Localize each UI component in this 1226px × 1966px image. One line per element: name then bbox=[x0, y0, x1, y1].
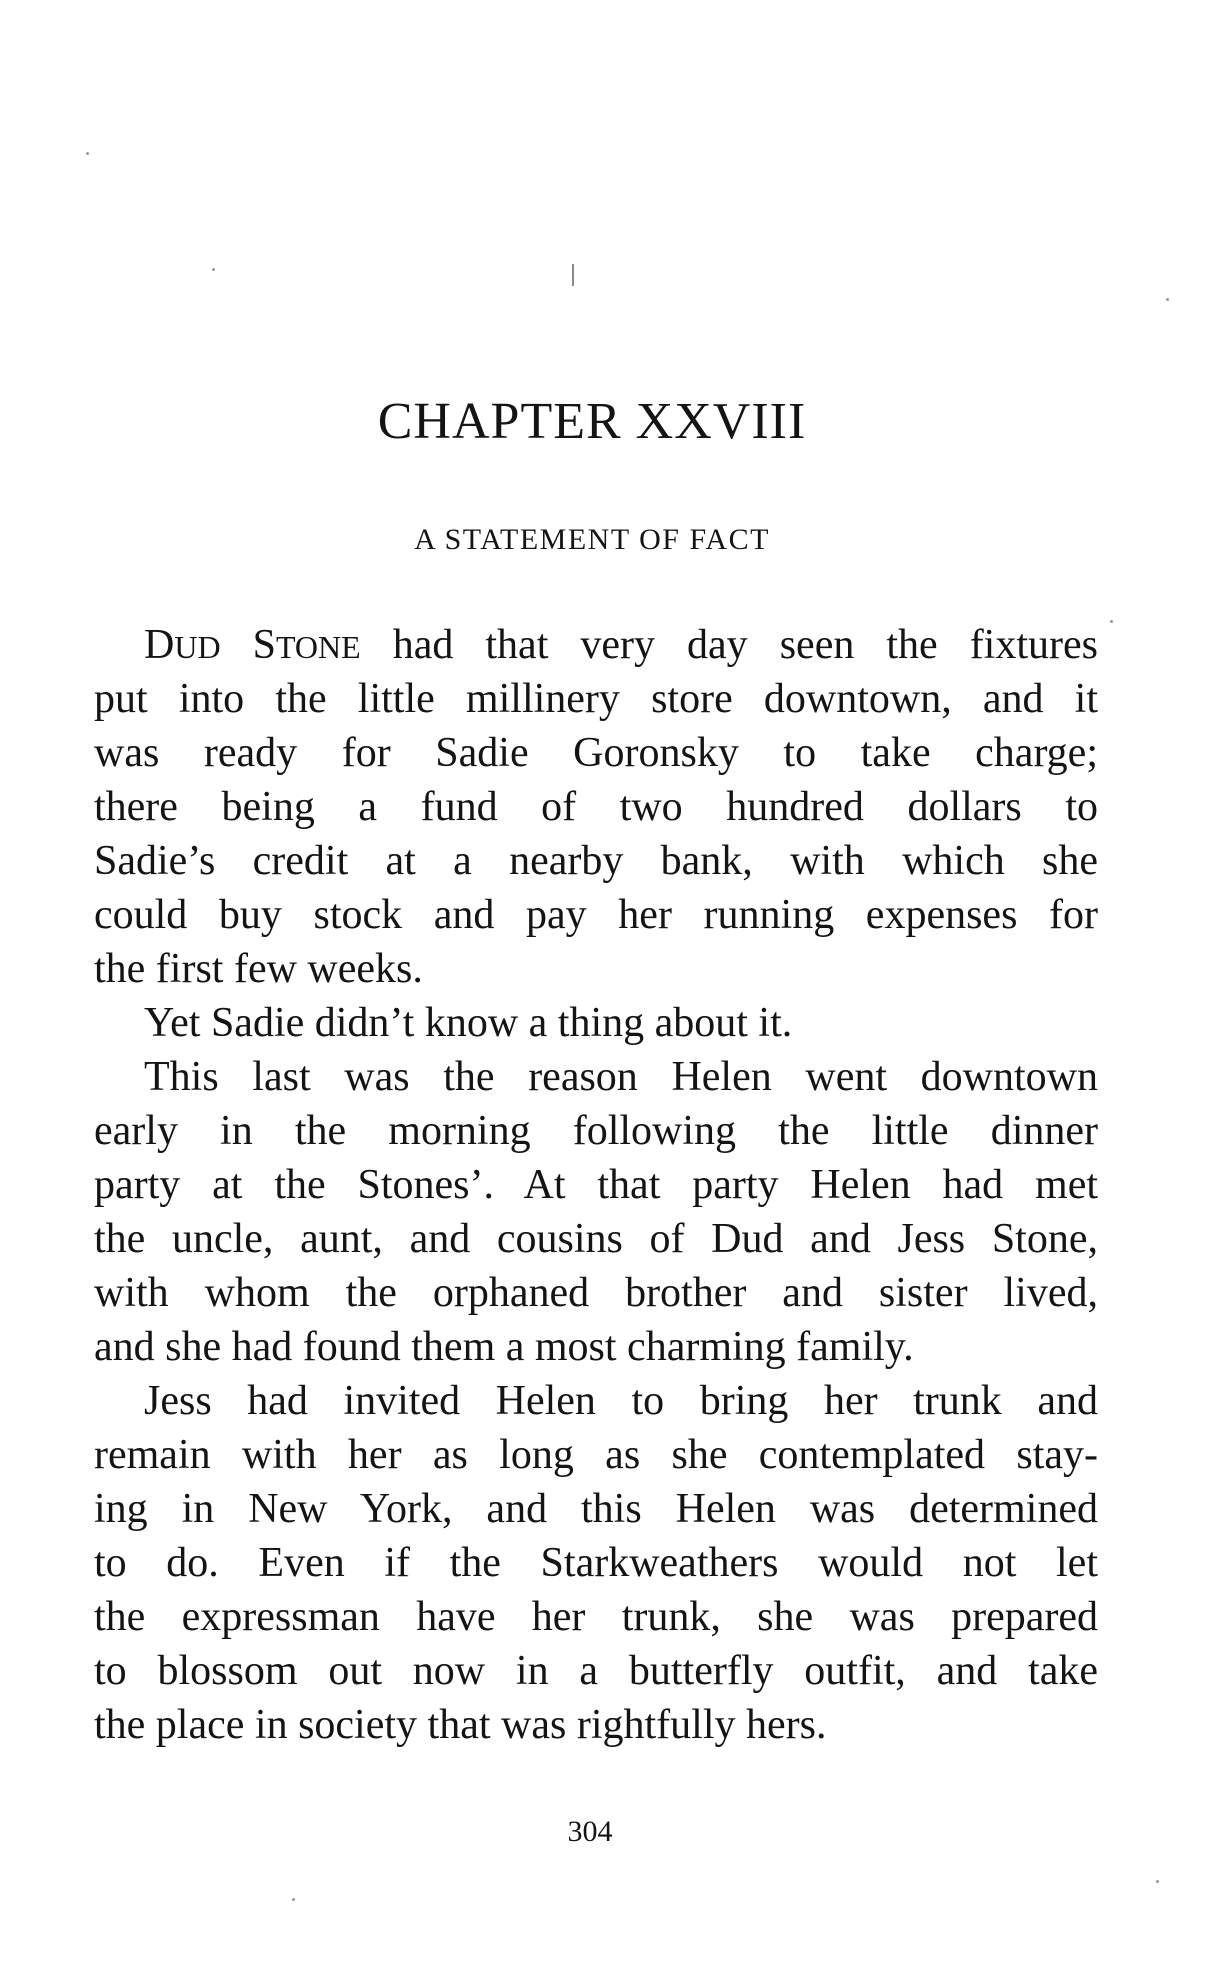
text-fragment: had that very day seen the fixtures bbox=[392, 622, 1098, 668]
paper-speck bbox=[1110, 620, 1113, 623]
text-line: Sadie’s credit at a nearby bank, with which she bbox=[94, 838, 1098, 884]
text-line: to blossom out now in a butterfly outfit, and take bbox=[94, 1648, 1098, 1694]
small-caps-initial: S bbox=[252, 622, 276, 668]
small-caps-rest: TONE bbox=[275, 629, 361, 665]
text-line: could buy stock and pay her running expenses for bbox=[94, 892, 1098, 938]
text-line: the place in society that was rightfully hers. bbox=[94, 1702, 827, 1748]
text-line: the uncle, aunt, and cousins of Dud and Jess Stone, bbox=[94, 1216, 1098, 1262]
text-line: This last was the reason Helen went downtown bbox=[144, 1054, 1098, 1100]
text-line: Yet Sadie didn’t know a thing about it. bbox=[144, 1000, 793, 1046]
text-line: there being a fund of two hundred dollars to bbox=[94, 784, 1098, 830]
page-number: 304 bbox=[567, 1815, 613, 1848]
paper-speck bbox=[1166, 298, 1169, 301]
chapter-title: CHAPTER XXVIII bbox=[377, 393, 807, 450]
text-line: early in the morning following the little dinner bbox=[94, 1108, 1098, 1154]
text-line: the expressman have her trunk, she was prepared bbox=[94, 1594, 1098, 1640]
chapter-subtitle: A STATEMENT OF FACT bbox=[414, 523, 770, 556]
text-line: was ready for Sadie Goronsky to take charge; bbox=[94, 730, 1098, 776]
small-caps-initial: D bbox=[144, 622, 175, 668]
paper-speck bbox=[86, 152, 89, 155]
text-line: party at the Stones’. At that party Helen had met bbox=[94, 1162, 1098, 1208]
text-line: to do. Even if the Starkweathers would not let bbox=[94, 1540, 1098, 1586]
text-line bbox=[94, 618, 1098, 672]
text-line: put into the little millinery store downtown, and it bbox=[94, 676, 1098, 722]
print-mark bbox=[572, 264, 574, 286]
small-caps-rest: UD bbox=[174, 629, 221, 665]
paper-speck bbox=[292, 1898, 295, 1901]
chapter-body bbox=[94, 618, 1098, 1752]
text-line: Jess had invited Helen to bring her trunk and bbox=[144, 1378, 1098, 1424]
text-line: ing in New York, and this Helen was determined bbox=[94, 1486, 1098, 1532]
text-line: remain with her as long as she contemplated stay- bbox=[94, 1432, 1098, 1478]
paper-speck bbox=[212, 268, 215, 271]
text-line: with whom the orphaned brother and sister lived, bbox=[94, 1270, 1098, 1316]
text-line: and she had found them a most charming family. bbox=[94, 1324, 914, 1370]
paper-speck bbox=[1156, 1880, 1159, 1883]
text-line: the first few weeks. bbox=[94, 946, 423, 992]
